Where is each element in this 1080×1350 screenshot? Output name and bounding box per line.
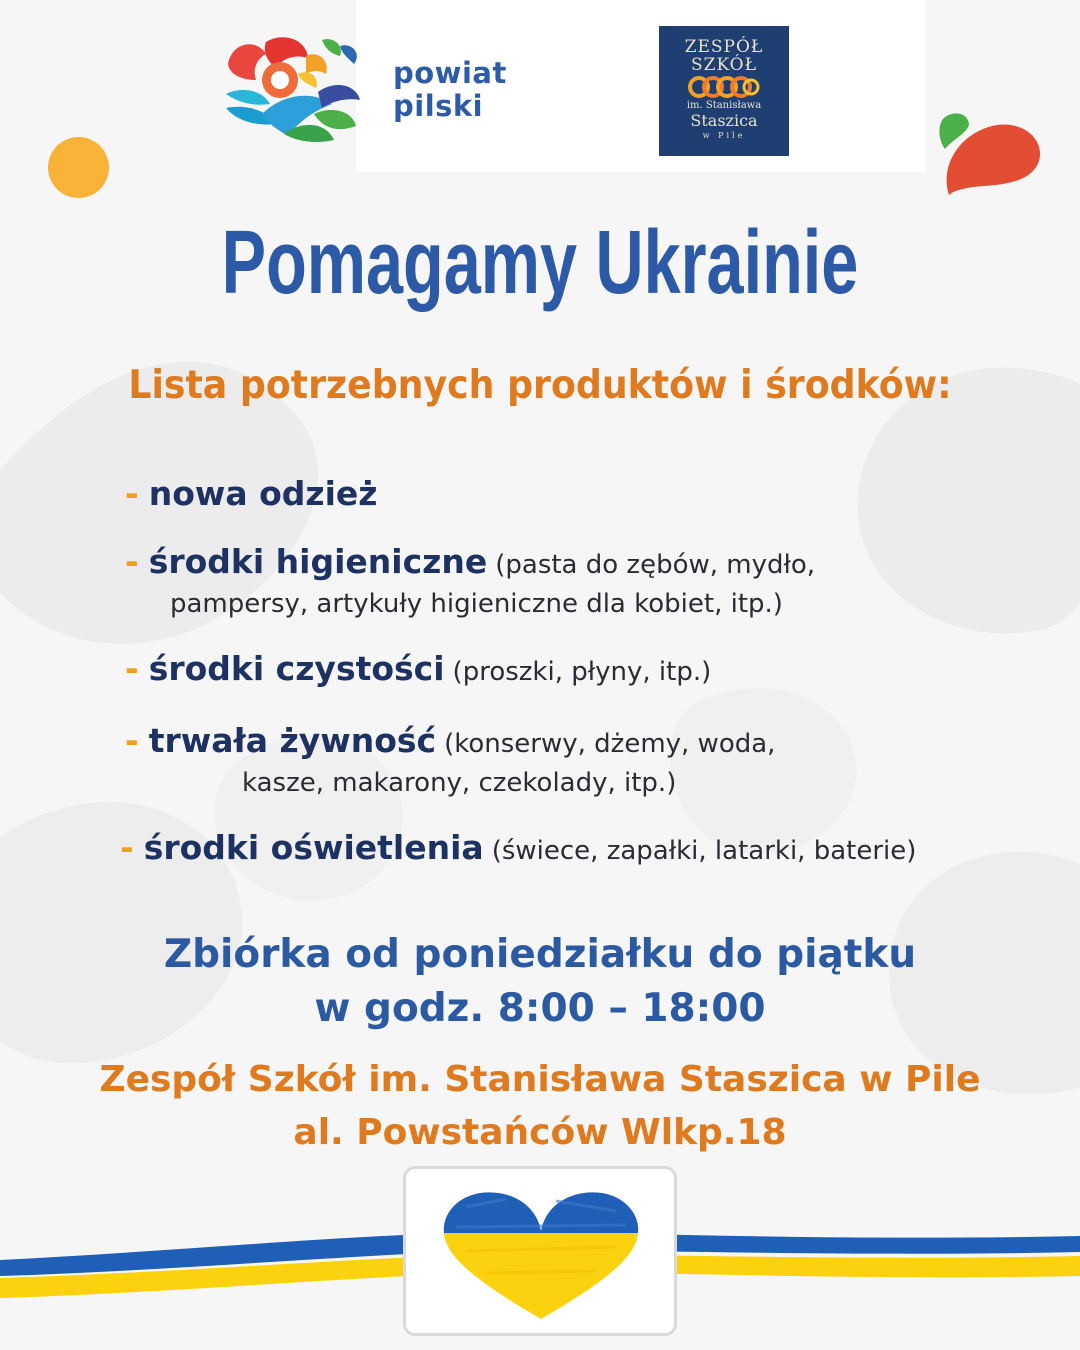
item-detail-continuation: pampersy, artykuły higieniczne dla kobiet, itp.) <box>170 589 783 619</box>
school-logo-line4: Staszica <box>690 111 758 130</box>
item-detail-continuation: kasze, makarony, czekolady, itp.) <box>242 768 677 798</box>
subtitle: Lista potrzebnych produktów i środków: <box>128 363 952 408</box>
list-item <box>125 474 378 513</box>
item-main-text: środki oświetlenia <box>143 828 484 867</box>
powiat-text-line1: powiat <box>393 56 507 90</box>
flower-logo-icon <box>222 34 362 144</box>
school-logo-line5: w Pile <box>702 131 746 140</box>
heart-flag-icon <box>436 1181 646 1321</box>
powiat-text-line2: pilski <box>393 89 484 123</box>
list-item <box>125 542 816 581</box>
school-rings-icon <box>687 76 761 98</box>
list-dash: - <box>125 649 139 688</box>
address-street: al. Powstańców Wlkp.18 <box>293 1112 787 1153</box>
school-logo-line1: ZESPÓŁ <box>684 37 764 57</box>
decorative-drops-icon <box>935 105 1050 200</box>
item-main-text: środki higieniczne <box>148 542 488 581</box>
list-dash: - <box>125 542 139 581</box>
list-dash: - <box>120 828 134 867</box>
decorative-dot <box>48 137 109 198</box>
item-detail-text: (pasta do zębów, mydło, <box>495 550 816 580</box>
list-dash: - <box>125 474 139 513</box>
school-logo-line2: SZKÓŁ <box>690 55 757 75</box>
heart-card <box>403 1166 677 1336</box>
collection-days: Zbiórka od poniedziałku do piątku <box>163 932 917 977</box>
list-item <box>125 649 712 688</box>
item-detail-text: (proszki, płyny, itp.) <box>452 657 712 687</box>
item-main-text: trwała żywność <box>148 721 437 760</box>
list-item <box>120 828 917 867</box>
address-school: Zespół Szkół im. Stanisława Staszica w Pile <box>99 1059 981 1100</box>
item-main-text: nowa odzież <box>148 474 378 513</box>
list-dash: - <box>125 721 139 760</box>
school-emblem-icon <box>659 26 789 156</box>
list-item <box>125 721 776 760</box>
collection-hours: w godz. 8:00 – 18:00 <box>314 986 766 1031</box>
item-main-text: środki czystości <box>148 649 445 688</box>
item-detail-text: (świece, zapałki, latarki, baterie) <box>491 836 917 866</box>
school-logo-line3: im. Stanisława <box>686 100 762 111</box>
item-detail-text: (konserwy, dżemy, woda, <box>444 729 776 759</box>
page-title: Pomagamy Ukrainie <box>221 213 859 313</box>
